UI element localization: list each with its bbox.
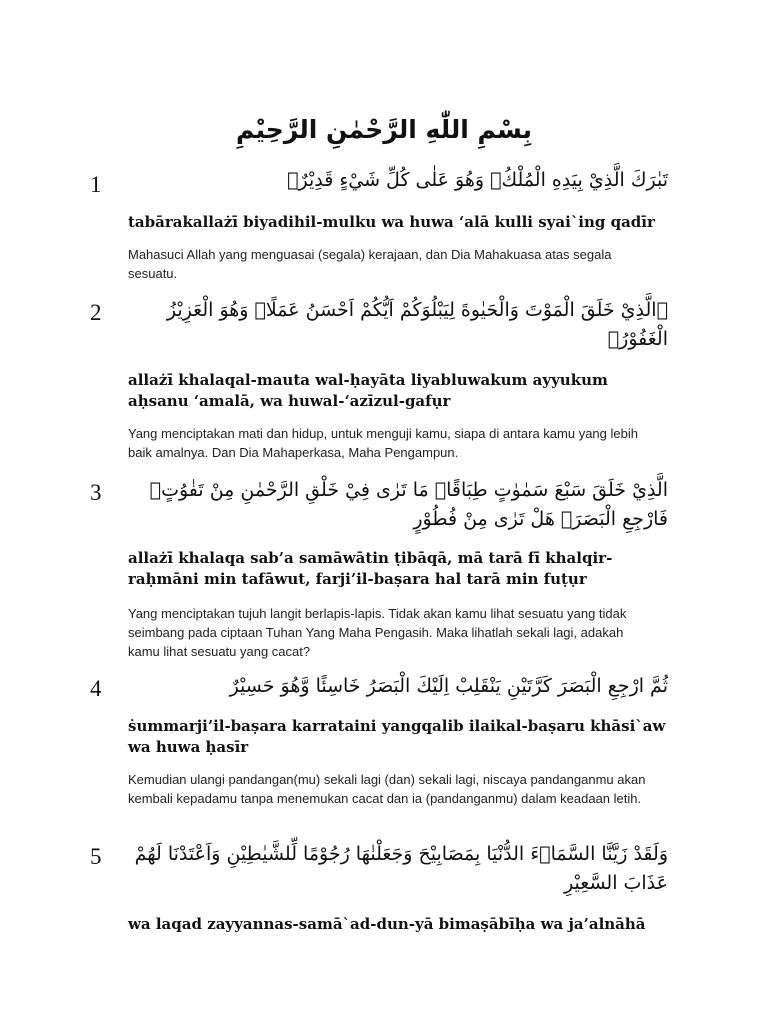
verse-translation: Yang menciptakan mati dan hidup, untuk menguji kamu, siapa di antara kamu yang lebih baik amalnya. Dan Dia Mahaperkasa, Maha Pengampun. [128,426,638,460]
verse-translation: Yang menciptakan tujuh langit berlapis-lapis. Tidak akan kamu lihat sesuatu yang tidak seimbang pada ciptaan Tuhan Yang Maha Pengasih. Maka lihatlah sekali lagi, adakah kamu lihat sesuatu yang cacat? [128,606,627,659]
verse-number: 3 [90,480,102,505]
verse-translation: Kemudian ulangi pandangan(mu) sekali lagi (dan) sekali lagi, niscaya pandanganmu akan kembali kepadamu tanpa menemukan cacat dan ia (pandanganmu) dalam keadaan letih. [128,772,646,806]
verse-transliteration: allażī khalaqa sab’a samāwātin ṭibāqā, mā tarā fī khalqir-raḥmāni min tafāwut, farji’il-baṣara hal tarā min fuṭụr [128,549,613,588]
verse-arabic: الَّذِيْ خَلَقَ سَبْعَ سَمٰوٰتٍ طِبَاقًاۗ مَا تَرٰى فِيْ خَلْقِ الرَّحْمٰنِ مِنْ تَفٰوُتٍۗ فَارْجِعِ الْبَصَرَۙ هَلْ تَرٰى مِنْ فُطُوْرٍ [149,479,668,530]
verse-number: 2 [90,300,102,325]
verse-transliteration: allażī khalaqal-mauta wal-ḥayāta liyabluwakum ayyukum aḥsanu ‘amalā, wa huwal-‘azīzul-gafụr [128,371,608,410]
verse-number: 5 [90,844,102,869]
verse-transliteration: ṡummarji’il-baṣara karrataini yangqalib ilaikal-baṣaru khāsi`aw wa huwa ḥasīr [128,717,666,756]
verse-number: 4 [90,676,102,701]
basmalah-heading: بِسْمِ اللّٰهِ الرَّحْمٰنِ الرَّحِيْمِ [236,115,532,144]
verse-translation: Mahasuci Allah yang menguasai (segala) kerajaan, dan Dia Mahakuasa atas segala sesuatu. [128,247,612,281]
verse-transliteration: tabārakallażī biyadihil-mulku wa huwa ‘alā kulli syai`ing qadīr [128,213,655,231]
verse-transliteration: wa laqad zayyannas-samā`ad-dun-yā bimaṣābīḥa wa ja’alnāhā [128,915,646,933]
verse-arabic: تَبٰرَكَ الَّذِيْ بِيَدِهِ الْمُلْكُۖ وَهُوَ عَلٰى كُلِّ شَيْءٍ قَدِيْرٌۙ [287,169,668,191]
verse-arabic: وَلَقَدْ زَيَّنَّا السَّمَاۤءَ الدُّنْيَا بِمَصَابِيْحَ وَجَعَلْنٰهَا رُجُوْمًا لِّلشَّيٰطِيْنِ وَاَعْتَدْنَا لَهُمْ عَذَابَ السَّعِيْرِ [134,843,668,894]
verse-arabic: ثُمَّ ارْجِعِ الْبَصَرَ كَرَّتَيْنِ يَنْقَلِبْ اِلَيْكَ الْبَصَرُ خَاسِئًا وَّهُوَ حَسِيْرٌ [229,675,668,697]
verse-number: 1 [90,172,102,197]
verse-arabic: ࣙالَّذِيْ خَلَقَ الْمَوْتَ وَالْحَيٰوةَ لِيَبْلُوَكُمْ اَيُّكُمْ اَحْسَنُ عَمَلًاۗ وَهُوَ الْعَزِيْزُ الْغَفُوْرُۙ [166,299,668,350]
